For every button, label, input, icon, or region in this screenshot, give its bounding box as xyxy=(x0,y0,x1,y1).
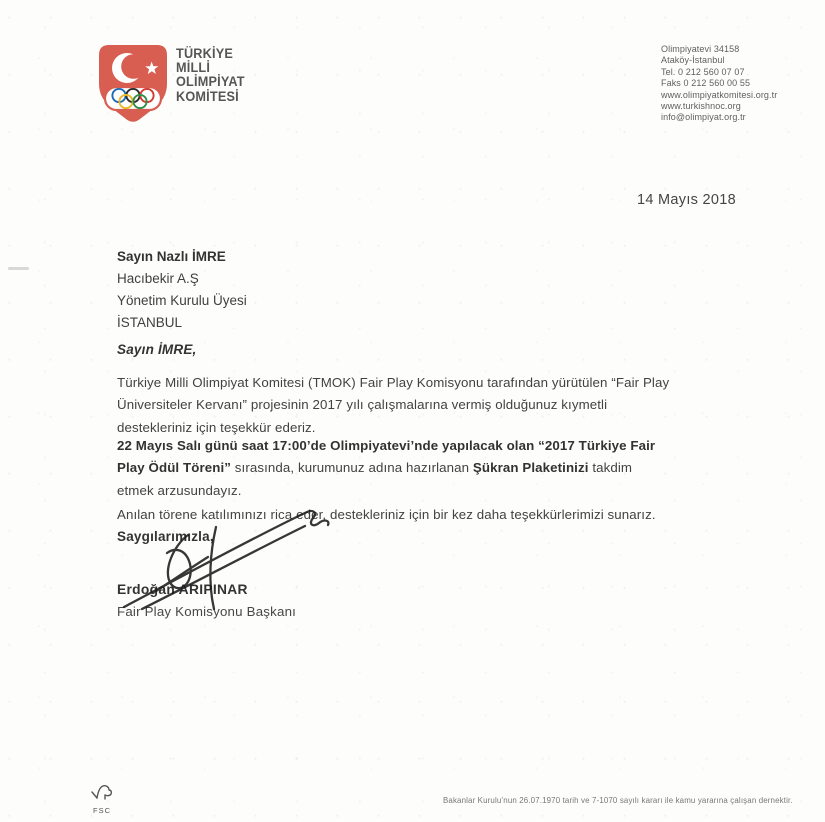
paragraph-2-line: 22 Mayıs Salı günü saat 17:00’de Olimpiyatevi’nde yapılacak olan “2017 Türkiye Fair xyxy=(117,438,656,453)
signer-title: Fair Play Komisyonu Başkanı xyxy=(117,604,297,619)
paragraph-1-line: Türkiye Milli Olimpiyat Komitesi (TMOK) Fair Play Komisyonu tarafından yürütülen “Fair Play xyxy=(117,375,670,390)
recipient-name: Sayın Nazlı İMRE xyxy=(117,249,226,264)
contact-address-line: Ataköy-İstanbul xyxy=(661,55,725,66)
event-name-bold: Play Ödül Töreni” xyxy=(117,460,232,476)
paragraph-2-text: sırasında, kurumunuz adına hazırlanan xyxy=(231,460,473,476)
paragraph-1 xyxy=(117,372,749,439)
paragraph-2-line: etmek arzusundayız. xyxy=(117,482,242,498)
recipient-company: Hacıbekir A.Ş xyxy=(117,271,199,286)
contact-address-line: Olimpiyatevi 34158 xyxy=(661,44,740,54)
closing-phrase: Saygılarımızla, xyxy=(117,529,214,544)
paragraph-2-text: takdim xyxy=(588,460,633,476)
org-wordmark xyxy=(176,47,245,104)
legal-footer-note: Bakanlar Kurulu’nun 26.07.1970 tarih ve 7-1070 sayılı kararı ile kamu yararına çalışan dernektir. xyxy=(443,796,793,805)
org-wordmark-line: TÜRKİYE xyxy=(176,46,234,61)
paragraph-3: Anılan törene katılımınızı rica eder, destekleriniz için bir kez daha teşekkürlerimizi sunarız. xyxy=(117,507,656,522)
plaque-name-bold: Şükran Plaketinizi xyxy=(472,460,589,476)
org-wordmark-line: OLİMPİYAT xyxy=(176,74,245,90)
handwritten-signature xyxy=(112,495,387,615)
contact-website: www.turkishnoc.org xyxy=(661,101,741,112)
contact-info-block xyxy=(661,44,777,124)
salutation: Sayın İMRE, xyxy=(117,342,197,357)
tmok-olympic-emblem-icon xyxy=(98,44,168,126)
recipient-city: İSTANBUL xyxy=(117,315,183,330)
contact-phone: Tel. 0 212 560 07 07 xyxy=(661,66,745,77)
paragraph-1-line: Üniversiteler Kervanı” projesinin 2017 yılı çalışmalarına vermiş olduğunuz kıymetli xyxy=(117,397,608,413)
crescent-cut xyxy=(121,54,146,79)
recipient-block xyxy=(117,246,247,334)
org-wordmark-line: MİLLİ xyxy=(176,60,211,76)
signer-name: Erdoğan ARIPINAR xyxy=(117,582,248,597)
org-wordmark-line: KOMİTESİ xyxy=(176,88,239,104)
paragraph-1-line: destekleriniz için teşekkür ederiz. xyxy=(117,419,316,435)
fsc-mark xyxy=(87,783,117,815)
paragraph-2-line xyxy=(117,457,749,479)
contact-fax: Faks 0 212 560 00 55 xyxy=(661,78,751,89)
recipient-title: Yönetim Kurulu Üyesi xyxy=(117,293,247,308)
fsc-tree-checkmark-icon xyxy=(89,783,115,802)
contact-website: www.olimpiyatkomitesi.org.tr xyxy=(661,89,778,100)
paragraph-2 xyxy=(117,435,749,502)
contact-email: info@olimpiyat.org.tr xyxy=(661,112,746,123)
letter-date: 14 Mayıs 2018 xyxy=(637,192,737,208)
fsc-label: FSC xyxy=(93,806,111,815)
fold-mark xyxy=(8,267,29,270)
